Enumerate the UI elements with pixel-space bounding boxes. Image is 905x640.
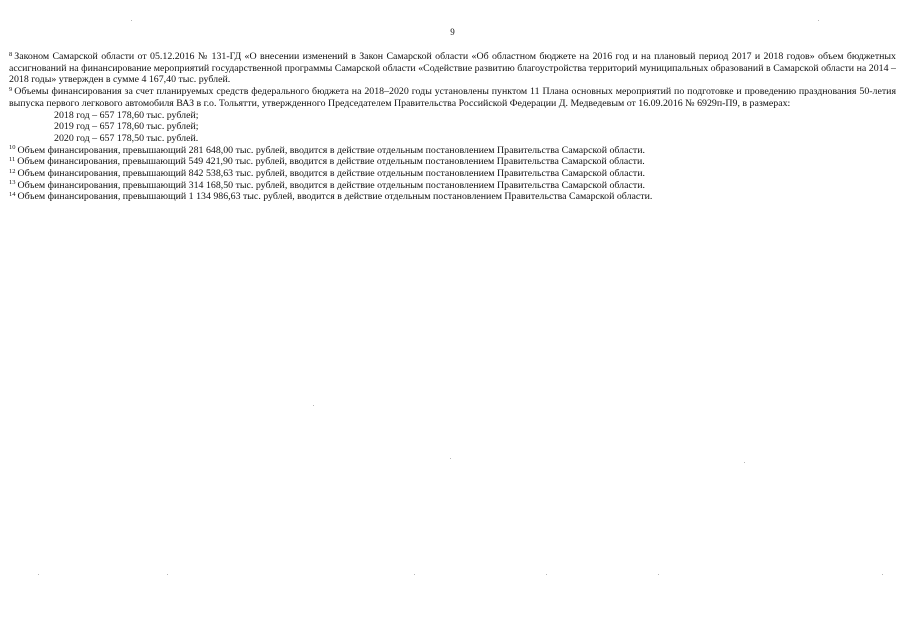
funding-2018-line: 2018 год – 657 178,60 тыс. рублей;	[54, 109, 199, 121]
page-number: 9	[450, 27, 455, 37]
footnote-marker: 14	[9, 190, 16, 198]
scan-speck	[414, 574, 415, 575]
scan-speck	[313, 405, 314, 406]
footnote-marker: 8	[9, 50, 13, 58]
footnote-11	[9, 156, 896, 168]
footnote-marker: 9	[9, 85, 13, 93]
scan-speck	[450, 458, 451, 459]
footnote-marker: 10	[9, 144, 16, 152]
footnote-marker: 13	[9, 179, 16, 187]
scan-speck	[546, 574, 547, 575]
scan-speck	[744, 462, 745, 463]
funding-2020-line: 2020 год – 657 178,50 тыс. рублей.	[54, 132, 199, 144]
footnote-text: Объемы финансирования за счет планируемых средств федерального бюджета на 2018–2020 годы установлены пунктом 11 Плана основных мероприятий по подготовке и проведению празднования 50-летия выпуска первого легкового автомобиля ВАЗ в г.о. Тольятти, утвержденного Председателем Правительства Российской Федерации Д. Медведевым от 16.09.2016 № 6929п-П9, в размерах:	[9, 86, 896, 109]
footnote-text: Объем финансирования, превышающий 314 168,50 тыс. рублей, вводится в действие отдельным постановлением Правительства Самарской области.	[17, 179, 645, 191]
footnote-marker: 12	[9, 167, 16, 175]
scan-speck	[38, 574, 39, 575]
footnote-text: Объем финансирования, превышающий 1 134 986,63 тыс. рублей, вводится в действие отдельным постановлением Правительства Самарской области.	[17, 191, 653, 203]
footnote-8	[9, 51, 896, 86]
footnote-10	[9, 145, 896, 157]
scan-speck	[818, 20, 819, 21]
footnote-12	[9, 168, 896, 180]
scan-speck	[131, 20, 132, 21]
footnote-text: Объем финансирования, превышающий 842 538,63 тыс. рублей, вводится в действие отдельным постановлением Правительства Самарской области.	[17, 168, 645, 180]
scan-speck	[658, 574, 659, 575]
footnote-text: Объем финансирования, превышающий 549 421,90 тыс. рублей, вводится в действие отдельным постановлением Правительства Самарской области.	[17, 156, 645, 168]
scan-speck	[882, 574, 883, 575]
footnote-marker: 11	[9, 155, 16, 163]
footnote-14	[9, 191, 896, 203]
footnote-13	[9, 180, 896, 192]
funding-2019-line: 2019 год – 657 178,60 тыс. рублей;	[54, 121, 199, 133]
footnote-text: Объем финансирования, превышающий 281 648,00 тыс. рублей, вводится в действие отдельным постановлением Правительства Самарской области.	[17, 144, 645, 156]
scan-speck	[167, 574, 168, 575]
footnotes-block	[9, 51, 896, 203]
footnote-9	[9, 86, 896, 109]
footnote-text: Законом Самарской области от 05.12.2016 № 131-ГД «О внесении изменений в Закон Самарской области «Об областном бюджете на 2016 год и на плановый период 2017 и 2018 годов» объем бюджетных ассигнований на финансирование мероприятий государственной программы Самарской области «Содействие развитию благоустройства территорий муниципальных образований в Самарской области на 2014 – 2018 годы» утвержден в сумме 4 167,40 тыс. рублей.	[9, 51, 896, 86]
